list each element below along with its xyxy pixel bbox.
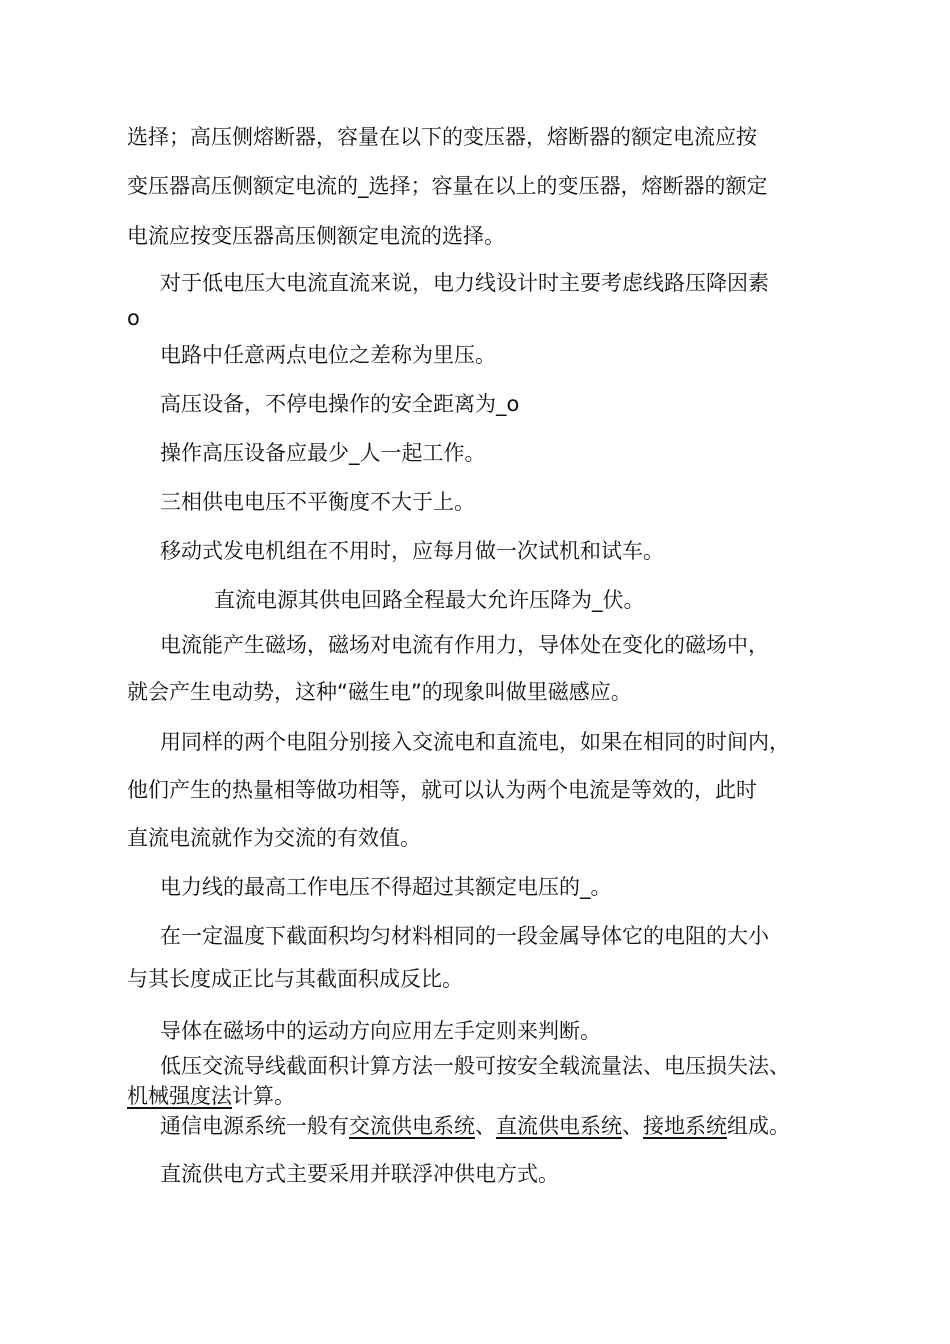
text-line: 直流电流就作为交流的有效值。 bbox=[127, 826, 421, 850]
text-line: 高压设备，不停电操作的安全距离为_o bbox=[160, 392, 520, 416]
underlined-term: 直流供电系统 bbox=[496, 1114, 622, 1138]
line-text: 组成。 bbox=[727, 1114, 790, 1138]
text-line: 就会产生电动势，这种“磁生电”的现象叫做里磁感应。 bbox=[127, 680, 632, 704]
text-line: 直流供电方式主要采用并联浮冲供电方式。 bbox=[160, 1162, 559, 1186]
text-line: 他们产生的热量相等做功相等，就可以认为两个电流是等效的，此时 bbox=[127, 778, 757, 802]
text-line-comm-power-system bbox=[160, 1113, 790, 1139]
text-line: 选择；高压侧熔断器，容量在以下的变压器，熔断器的额定电流应按 bbox=[127, 125, 757, 149]
text-line: 低压交流导线截面积计算方法一般可按安全载流量法、电压损失法、 bbox=[160, 1054, 790, 1078]
underlined-term: 交流供电系统 bbox=[349, 1114, 475, 1138]
underlined-term: 机械强度法 bbox=[127, 1084, 232, 1108]
text-line: 在一定温度下截面积均匀材料相同的一段金属导体它的电阻的大小 bbox=[160, 924, 769, 948]
text-line-mechanical-strength bbox=[127, 1083, 295, 1109]
text-line: o bbox=[127, 306, 140, 330]
line-text: 、 bbox=[475, 1114, 496, 1138]
line-text: 计算。 bbox=[232, 1084, 295, 1108]
text-line: 变压器高压侧额定电流的_选择；容量在以上的变压器，熔断器的额定 bbox=[127, 174, 768, 198]
text-line: 移动式发电机组在不用时，应每月做一次试机和试车。 bbox=[160, 539, 664, 563]
text-line: 电路中任意两点电位之差称为里压。 bbox=[160, 343, 496, 367]
underlined-term: 接地系统 bbox=[643, 1114, 727, 1138]
text-line: 对于低电压大电流直流来说，电力线设计时主要考虑线路压降因素 bbox=[160, 271, 769, 295]
text-line: 三相供电电压不平衡度不大于上。 bbox=[160, 490, 475, 514]
text-line: 与其长度成正比与其截面积成反比。 bbox=[127, 967, 463, 991]
text-line: 电流能产生磁场，磁场对电流有作用力，导体处在变化的磁场中， bbox=[160, 633, 769, 657]
text-line: 电流应按变压器高压侧额定电流的选择。 bbox=[127, 224, 505, 248]
text-line: 操作高压设备应最少_人一起工作。 bbox=[160, 441, 486, 465]
line-text: 、 bbox=[622, 1114, 643, 1138]
text-line: 电力线的最高工作电压不得超过其额定电压的_。 bbox=[160, 875, 612, 899]
text-line: 导体在磁场中的运动方向应用左手定则来判断。 bbox=[160, 1019, 601, 1043]
line-text: 通信电源系统一般有 bbox=[160, 1114, 349, 1138]
text-line: 直流电源其供电回路全程最大允许压降为_伏。 bbox=[214, 588, 645, 612]
text-line: 用同样的两个电阻分别接入交流电和直流电，如果在相同的时间内， bbox=[160, 730, 790, 754]
